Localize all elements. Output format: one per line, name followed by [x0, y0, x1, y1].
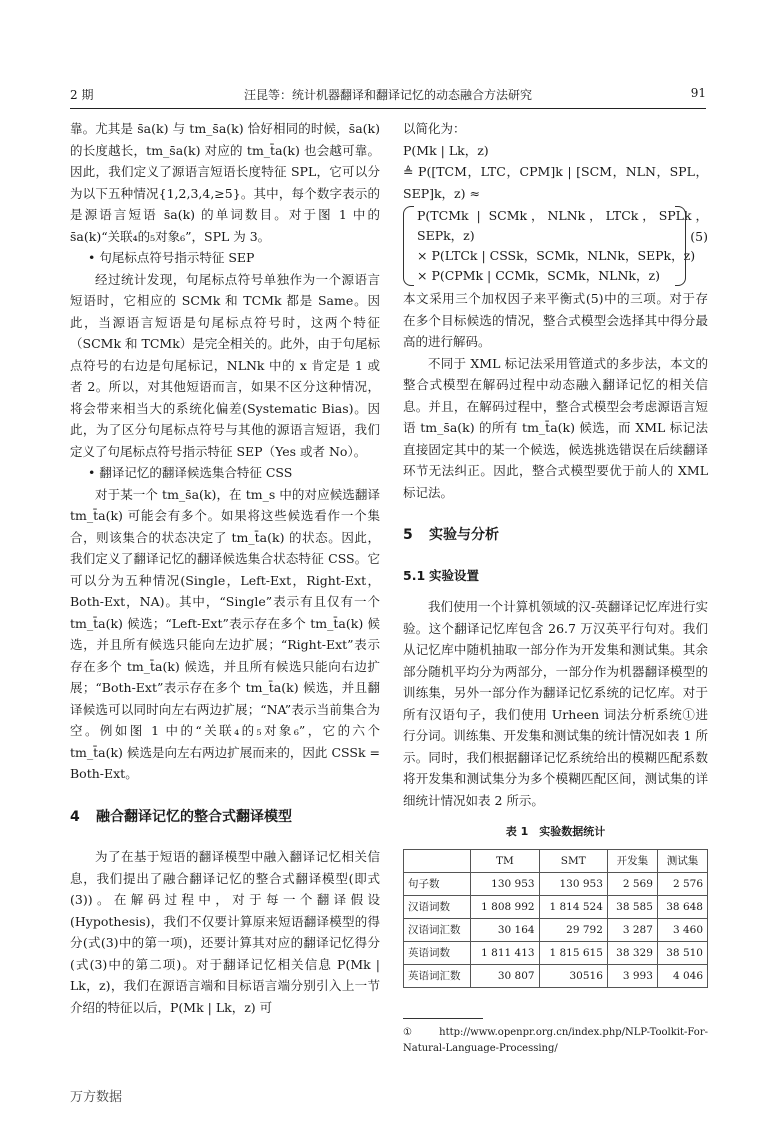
paragraph: 为了在基于短语的翻译模型中融入翻译记忆相关信息，我们提出了融合翻译记忆的整合式翻译模型(即式(3))。在解码过程中，对于每一个翻译假设(Hypothesis)，我们不仅要计算原来短语翻译模型的得分(式(3)中的第一项)，还要计算其对应的翻译记忆得分(式(3)中的第二项)。对于翻译记忆相关信息 P(Mk | Lk，z)，我们在源语言端和目标语言端分别引入上一节介绍的特征以后，P(Mk | Lk，z) 可 — [70, 849, 380, 1015]
table-cell: 130 953 — [471, 872, 539, 895]
header-cell — [404, 849, 471, 872]
subsection-title: 实验设置 — [429, 567, 480, 583]
table-row — [404, 941, 708, 964]
page-number: 91 — [690, 86, 706, 100]
bullet-heading: • 句尾标点符号指示特征 SEP — [88, 250, 255, 265]
row-label: 汉语词数 — [404, 895, 471, 918]
row-label: 英语词汇数 — [404, 964, 471, 987]
table-cell: 3 993 — [607, 964, 657, 987]
formula-line: P(Mk | Lk，z) — [403, 142, 489, 158]
table-row — [404, 872, 708, 895]
table-cell: 130 953 — [539, 872, 607, 895]
table-cell: 1 811 413 — [471, 941, 539, 964]
running-header — [70, 86, 706, 106]
section-title: 融合翻译记忆的整合式翻译模型 — [96, 808, 292, 825]
section-heading — [403, 525, 708, 547]
paragraph: 靠。尤其是 s̄a(k) 与 tm_s̄a(k) 恰好相同的时候，s̄a(k) 的长度越长，tm_s̄a(k) 对应的 tm_t̄a(k) 也会越可靠。因此，我们定义了源语言短语长度特征 SPL，它可以分为以下五种情况{1,2,3,4,≥5}。其中，每个数字表示的是源语言短语 s̄a(k) 的单词数目。对于图 1 中的 s̄a(k)“关联₄的₅对象₆”，SPL 为 3。 — [70, 121, 380, 244]
footnote: ① http://www.openpr.org.cn/index.php/NLP-Toolkit-For-Natural-Language-Processing/ — [403, 1026, 708, 1054]
table-cell: 1 814 524 — [539, 895, 607, 918]
paragraph: 经过统计发现，句尾标点符号单独作为一个源语言短语时，它相应的 SCMk 和 TCMk 都是 Same。因此，当源语言短语是句尾标点符号时，这两个特征（SCMk 和 TCMk）是完全相关的。此外，由于句尾标点符号的右边是句尾标记，NLNk 中的 x 肯定是 1 或者 2。所以，对其他短语而言，如果不区分这种情况，将会带来相当大的系统化偏差(Systematic Bias)。因此，为了区分句尾标点符号与其他的源语言短语，我们定义了句尾标点符号指示特征 SEP（Yes 或者 No）。 — [70, 271, 380, 459]
row-label: 句子数 — [404, 872, 471, 895]
table-cell: 30 807 — [471, 964, 539, 987]
table-cell: 1 808 992 — [471, 895, 539, 918]
watermark: 万方数据 — [70, 1090, 123, 1105]
paragraph: 本文采用三个加权因子来平衡式(5)中的三项。对于存在多个目标候选的情况，整合式模型会选择其中得分最高的进行解码。 — [403, 291, 708, 349]
section-number: 4 — [70, 808, 80, 825]
section-number: 5 — [403, 527, 413, 543]
right-column — [403, 118, 708, 1057]
table-row — [404, 964, 708, 987]
table-cell: 2 576 — [657, 872, 707, 895]
left-column — [70, 118, 380, 1018]
header-cell: 测试集 — [657, 849, 707, 872]
table-cell: 30516 — [539, 964, 607, 987]
section-title: 实验与分析 — [429, 527, 499, 543]
table-caption: 表 1 实验数据统计 — [505, 825, 606, 838]
table-row — [404, 918, 708, 941]
header-rule — [70, 108, 706, 109]
table-cell: 38 648 — [657, 895, 707, 918]
right-brace — [675, 206, 686, 286]
row-label: 英语词数 — [404, 941, 471, 964]
equation-number: (5) — [690, 229, 708, 244]
header-cell: TM — [471, 849, 539, 872]
paragraph: 以简化为： — [403, 121, 466, 136]
running-title: 汪昆等：统计机器翻译和翻译记忆的动态融合方法研究 — [243, 88, 532, 102]
table-cell: 38 585 — [607, 895, 657, 918]
footnote-rule — [403, 1018, 483, 1019]
table-cell: 2 569 — [607, 872, 657, 895]
issue-label: 2 期 — [70, 88, 94, 102]
table-cell: 38 329 — [607, 941, 657, 964]
table-header-row — [404, 849, 708, 872]
equation-5 — [403, 206, 708, 286]
formula-line: × P(CPMk | CCMk，SCMk，NLNk，z) — [417, 268, 660, 283]
table-cell: 38 510 — [657, 941, 707, 964]
paragraph: 对于某一个 tm_s̄a(k)，在 tm_s 中的对应候选翻译 tm_t̄a(k) 可能会有多个。如果将这些候选看作一个集合，则该集合的状态决定了 tm_t̄a(k) 的状态。因此，我们定义了翻译记忆的翻译候选集合状态特征 CSS。它可以分为五种情况(Single，Left-Ext，Right-Ext，Both-Ext，NA)。其中，“Single”表示有且仅有一个 tm_t̄a(k) 候选；“Left-Ext”表示存在多个 tm_t̄a(k) 候选，并且所有候选只能向左边扩展；“Right-Ext”表示存在多个 tm_t̄a(k) 候选，并且所有候选只能向右边扩展；“Both-Ext”表示存在多个 tm_t̄a(k) 候选，并且翻译候选可以同时向左右两边扩展；“NA”表示当前集合为空。例如图 1 中的“关联₄的₅对象₆”，它的六个 tm_t̄a(k) 候选是向左右两边扩展而来的，因此 CSSk = Both-Ext。 — [70, 486, 380, 781]
bullet-heading: • 翻译记忆的翻译候选集合特征 CSS — [88, 465, 293, 480]
subsection-number: 5.1 — [403, 567, 426, 583]
table-cell: 3 287 — [607, 918, 657, 941]
section-heading — [70, 807, 380, 829]
table-cell: 4 046 — [657, 964, 707, 987]
table-cell: 3 460 — [657, 918, 707, 941]
table-cell: 30 164 — [471, 918, 539, 941]
paragraph: 不同于 XML 标记法采用管道式的多步法，本文的整合式模型在解码过程中动态融入翻译记忆的相关信息。并且，在解码过程中，整合式模型会考虑源语言短语 tm_s̄a(k) 的所有 tm_t̄a(k) 候选，而 XML 标记法直接固定其中的某一个候选，候选挑选错误在后续翻译环节无法纠正。因此，整合式模型要优于前人的 XML 标记法。 — [403, 355, 708, 500]
table-cell: 29 792 — [539, 918, 607, 941]
header-cell: 开发集 — [607, 849, 657, 872]
data-table — [403, 849, 708, 988]
paragraph: 我们使用一个计算机领域的汉-英翻译记忆库进行实验。这个翻译记忆库包含 26.7 万汉英平行句对。我们从记忆库中随机抽取一部分作为开发集和测试集。其余部分随机平均分为两部分，一部分作为机器翻译模型的训练集，另外一部分作为翻译记忆系统的记忆库。对于所有汉语句子，我们使用 Urheen 词法分析系统①进行分词。训练集、开发集和测试集的统计情况如表 1 所示。同时，我们根据翻译记忆系统给出的模糊匹配系数将开发集和测试集分为多个模糊匹配区间，测试集的详细统计情况如表 2 所示。 — [403, 599, 708, 808]
row-label: 汉语词汇数 — [404, 918, 471, 941]
formula-line: × P(LTCk | CSSk，SCMk，NLNk，SEPk，z) — [417, 248, 696, 263]
header-cell: SMT — [539, 849, 607, 872]
left-brace — [403, 206, 414, 286]
table-row — [404, 895, 708, 918]
formula-line: ≜ P([TCM，LTC，CPM]k | [SCM，NLN，SPL，SEP]k，z) ≈ — [403, 164, 708, 201]
formula-line: P(TCMk | SCMk，NLNk，LTCk，SPLk，SEPk，z) — [417, 208, 708, 243]
subsection-heading — [403, 565, 708, 587]
table-cell: 1 815 615 — [539, 941, 607, 964]
